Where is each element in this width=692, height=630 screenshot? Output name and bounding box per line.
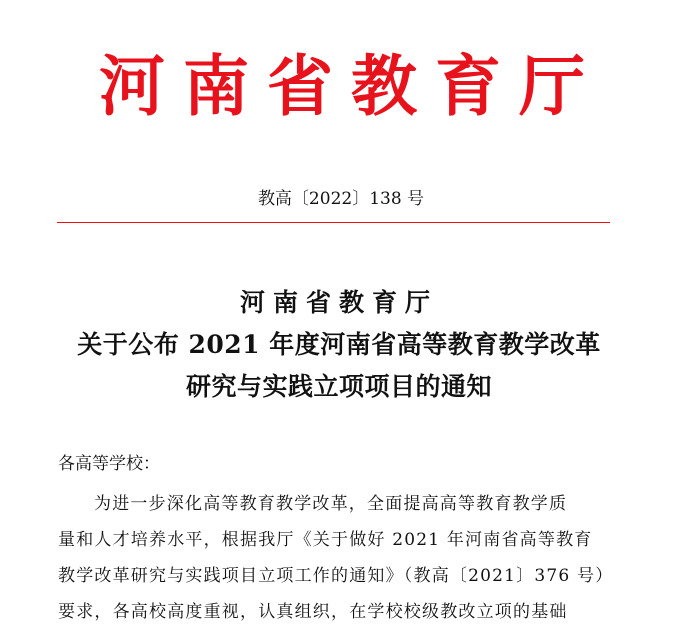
body-line: 为进一步深化高等教育教学改革，全面提高高等教育教学质 <box>94 494 568 514</box>
title-line-subject: 关于公布 2021 年度河南省高等教育教学改革 <box>77 330 601 359</box>
body-paragraph <box>58 486 618 630</box>
document-title <box>0 282 692 408</box>
body-line: 教学改革研究与实践项目立项工作的通知》（教高〔2021〕376 号） <box>58 566 614 586</box>
title-line-organization: 河南省教育厅 <box>239 288 438 317</box>
salutation: 各高等学校： <box>58 454 160 474</box>
document-number: 教高〔2022〕138 号 <box>257 189 425 209</box>
body-line: 要求，各高校高度重视，认真组织，在学校校级教改立项的基础 <box>58 602 568 622</box>
body-line: 量和人才培养水平，根据我厅《关于做好 2021 年河南省高等教育 <box>58 530 593 550</box>
red-divider-line <box>57 222 610 223</box>
issuing-organization-header: 河南省教育厅 <box>99 47 603 125</box>
title-line-subject-cont: 研究与实践立项项目的通知 <box>185 372 492 401</box>
